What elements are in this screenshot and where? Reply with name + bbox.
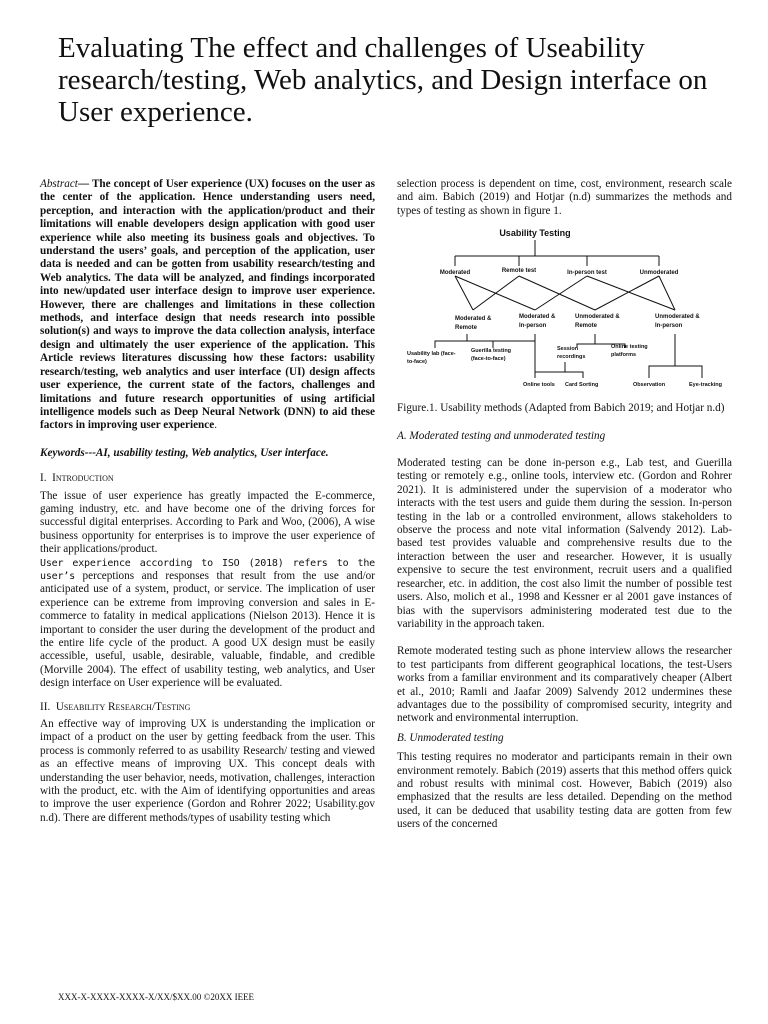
section-1-title: Introduction <box>52 472 114 485</box>
node-observation: Observation <box>633 382 666 389</box>
section-2-number: II. <box>40 700 51 713</box>
node-moderated-inperson-line2: In-person <box>519 323 547 330</box>
intro-paragraph-2-body: perceptions and responses that result from the use and/or anticipated use of a system, product, or service. The implication of user experience can be extreme from improving conversion and sales in E-commerce to fatality in medical applications (Nielson 2013). Hence it is important to consider the user during the development of the product and the entire life cycle of the product. A good UX design must be easily accessible, useful, usable, desirable, valuable, findable, and credible (Morville 2004). The effect of usability testing, web analytics, and User design interface on User experience will be evaluated. <box>40 569 375 690</box>
node-unmoderated-inperson-line2: In-person <box>655 323 683 330</box>
connector-observation <box>649 334 675 378</box>
connector-session <box>577 334 595 348</box>
connector-cardsort <box>565 372 583 378</box>
node-eye-tracking: Eye-tracking <box>689 382 723 389</box>
connector-onlinetools-ur <box>535 362 565 378</box>
methods-paragraph: selection process is dependent on time, cost, environment, research scale and aim. Babich (2019) and Hotjar (n.d) summarizes the methods and types of testing as shown in figure 1. <box>397 178 732 217</box>
cross-unmod-ur <box>595 276 659 310</box>
footer-copyright: XXX-X-XXXX-XXXX-X/XX/$XX.00 ©20XX IEEE <box>58 992 255 1002</box>
intro-paragraph-2-lead: User experience according to ISO (2018) refers to the user’s <box>40 557 375 582</box>
node-session-line2: recordings <box>557 354 586 361</box>
paragraph-gap <box>397 631 732 645</box>
paper-title: Evaluating The effect and challenges of Useability research/testing, Web analytics, and Design interface on User experience. <box>58 32 708 128</box>
subsection-b-heading: B. Unmoderated testing <box>397 731 504 744</box>
node-guerilla-line2: (face-to-face) <box>471 356 506 363</box>
node-online-tools: Online tools <box>523 382 555 389</box>
keywords: Keywords---AI, usability testing, Web analytics, User interface. <box>40 446 329 459</box>
node-remote-test: Remote test <box>501 268 537 275</box>
node-unmoderated-inperson-line1: Unmoderated & <box>655 314 700 321</box>
node-online-testing-line2: platforms <box>611 352 637 359</box>
moderated-paragraph-1: Moderated testing can be done in-person e.g., Lab test, and Guerilla testing or remotely e.g., online tools, interview etc. (Gordon and Rohrer 2021). It is administered under the supervision of a moderator who interacts with the test users and guide them during the session. In-person testing in the lab or a controlled environment, allows stakeholders to observe the process and note vital information (Salvendy 2012). Lab-based test provides valuable and comprehensive results due to the interaction between the user and researcher. However, it is usually expensive to secure the test environment, recruit users and a qualified researcher, etc. in addition, the cost also limit the number of possible test users. Also, molich et al., 1998 and Kessner er al 2001 gave instances of bias with the supervisors administering moderated test due to the variability in the approach taken. <box>397 457 732 630</box>
unmoderated-paragraph-1: This testing requires no moderator and participants remain in their own environment remotely. Babich (2019) asserts that this method offers quick and robust results with minimal cost. However, Babich (2019) also emphasized that the results are less detailed. Depending on the method used, it can be deduced that usability testing data are gotten from few users of the concerned <box>397 751 732 831</box>
cross-remote-mr <box>473 276 519 310</box>
node-guerilla-line1: Guerilla testing <box>471 348 512 355</box>
connector-guerilla-b <box>493 334 535 341</box>
abstract-dash: — <box>77 178 92 190</box>
node-moderated: Moderated <box>439 270 471 277</box>
connector-eyetracking <box>675 366 702 378</box>
abstract-lead: Abstract <box>40 178 78 190</box>
usability-diagram <box>397 226 732 396</box>
node-usability-lab-line1: Usability lab (face- <box>407 351 456 358</box>
node-unmoderated: Unmoderated <box>639 270 679 277</box>
moderated-paragraph-2: Remote moderated testing such as phone interview allows the researcher to test participants from different geographical locations, the test-Users works from a familiar environment and its comparatively cheaper (Albert et al., 2010; Ramli and Jaafar 2009) Salvendy 2012 undermines these advantages due to the possibility of compromised security, integrity and network and environmental interruption. <box>397 645 732 725</box>
cross-inperson-mi <box>535 276 587 310</box>
node-online-testing-line1: Online testing <box>611 344 648 351</box>
section-2-title: Useability Research/Testing <box>55 700 191 713</box>
usability-methods-figure <box>397 226 732 396</box>
connector-guerilla-a <box>467 341 493 348</box>
node-unmoderated-remote-line2: Remote <box>575 323 598 330</box>
node-moderated-remote-line1: Moderated & <box>455 316 492 323</box>
node-moderated-inperson-line1: Moderated & <box>519 314 556 321</box>
cross-mod-mr <box>455 276 473 310</box>
cross-remote-ur <box>519 276 595 310</box>
node-card-sorting: Card Sorting <box>565 382 599 389</box>
connector-lab <box>435 334 467 348</box>
section-1-heading <box>40 472 375 485</box>
abstract-body: The concept of User experience (UX) focuses on the user as the center of the application. Hence understanding users need, perception, and interaction with the application/product and their limitations will enable developers design application with good user experience while also meeting its business goals and objectives. To understand the users’ goals, and perception of the application, user data is needed and can be gotten from usability research/testing and Web analytics. The data will be analyzed, and findings incorporated into new/updated user interface design to improve user experience. However, there are challenges and limitations in these collection methods, and interface design that needs research into possible solution(s) and ways to improve the data collection analysis, interface design and ultimately the user experience of the application. This Article reviews literatures discussing how these factors: usability research/testing, web analytics and user interface (UI) design affects user experience, the current state of the factors, challenges and limitations and future research opportunities of using artificial intelligence models such as Deep Neural Network (DNN) to aid these factors in improving user experience <box>40 178 375 432</box>
section-2-heading <box>40 701 375 714</box>
abstract <box>40 178 375 433</box>
section-1-number: I. <box>40 472 47 485</box>
intro-paragraph-1: The issue of user experience has greatly impacted the E-commerce, gaming industry, etc. and have become one of the driving forces for successful digital enterprises. According to Park and Woo, (2006), A wise business opportunity for enterprises is to improve the user experience of their applications/product. <box>40 489 375 556</box>
node-session-line1: Session <box>557 346 579 353</box>
figure-caption: Figure.1. Usability methods (Adapted from Babich 2019; and Hotjar n.d) <box>397 402 725 415</box>
intro-paragraph-2 <box>40 557 375 691</box>
left-column <box>40 178 375 825</box>
usability-paragraph-1: An effective way of improving UX is understanding the implication or impact of a product on the user by getting feedback from the user. This process is commonly referred to as usability Research/ testing and viewed as an effective means of improving UX. This concept deals with understanding the user behavior, needs, motivation, challenges, interaction with the product, etc. with the Aim of identifying opportunities and areas to improve the user experience (Gordon and Rohrer 2022; Usability.gov n.d). There are different methods/types of usability testing which <box>40 718 375 824</box>
node-inperson-test: In-person test <box>567 270 607 277</box>
cross-mod-mi <box>455 276 535 310</box>
node-usability-lab-line2: to-face) <box>407 359 427 366</box>
diagram-title: Usability Testing <box>499 228 571 239</box>
subsection-a-heading: A. Moderated testing and unmoderated testing <box>397 429 606 442</box>
right-column <box>397 178 732 832</box>
node-moderated-remote-line2: Remote <box>455 325 478 332</box>
node-unmoderated-remote-line1: Unmoderated & <box>575 314 620 321</box>
abstract-end: . <box>214 419 218 432</box>
